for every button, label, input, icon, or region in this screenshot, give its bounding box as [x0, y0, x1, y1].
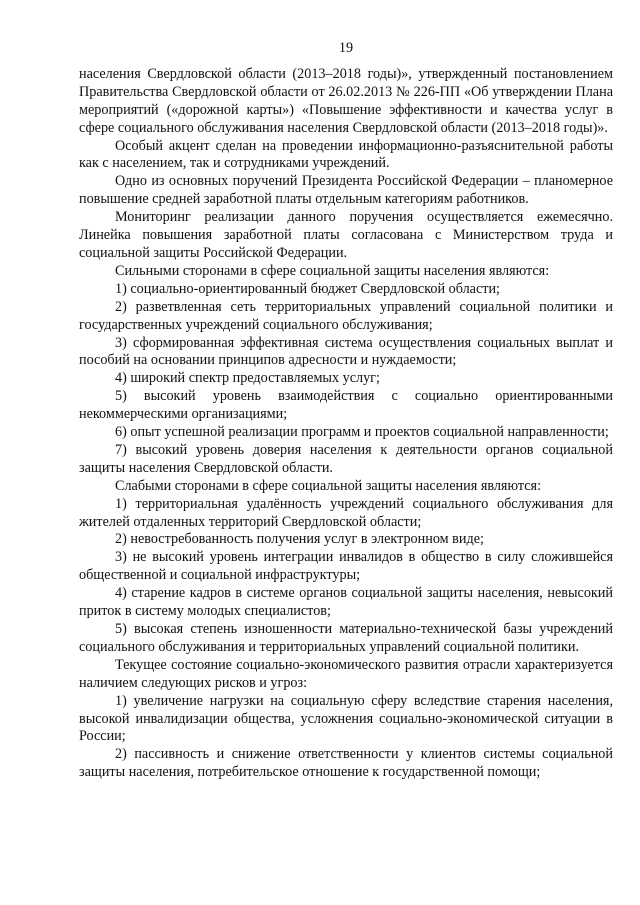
paragraph: Мониторинг реализации данного поручения осуществляется ежемесячно. Линейка повышения заработной платы согласована с Министерством труда и социальной защиты Российской Федерации. [79, 209, 613, 261]
paragraph: Одно из основных поручений Президента Российской Федерации – планомерное повышение средней заработной платы отдельным категориям работников. [79, 173, 613, 208]
paragraph: 3) сформированная эффективная система осуществления социальных выплат и пособий на основании принципов адресности и нуждаемости; [79, 334, 613, 369]
paragraph: 3) не высокий уровень интеграции инвалидов в общество в силу сложившейся общественной и социальной инфраструктуры; [79, 549, 613, 584]
paragraph: 2) невостребованность получения услуг в электронном виде; [115, 531, 484, 548]
page-number: 19 [338, 40, 354, 56]
paragraph: 6) опыт успешной реализации программ и проектов социальной направленности; [115, 424, 609, 441]
paragraph: Особый акцент сделан на проведении информационно-разъяснительной работы как с населением, так и сотрудниками учреждений. [79, 137, 613, 172]
paragraph: Слабыми сторонами в сфере социальной защиты населения являются: [115, 477, 542, 494]
paragraph: 2) разветвленная сеть территориальных управлений социальной политики и государственных учреждений социального обслуживания; [79, 298, 613, 333]
paragraph: 2) пассивность и снижение ответственности у клиентов системы социальной защиты населения, потребительское отношение к государственной помощи; [79, 746, 613, 781]
paragraph: 4) широкий спектр предоставляемых услуг; [115, 370, 380, 387]
document-page [79, 40, 613, 782]
paragraph: 4) старение кадров в системе органов социальной защиты населения, невысокий приток в систему молодых специалистов; [79, 585, 613, 620]
paragraph: Сильными сторонами в сфере социальной защиты населения являются: [115, 262, 550, 279]
paragraph: 1) территориальная удалённость учреждений социального обслуживания для жителей отдаленных территорий Свердловской области; [79, 495, 613, 530]
paragraph: населения Свердловской области (2013–2018 годы)», утвержденный постановлением Правительства Свердловской области от 26.02.2013 № 226-ПП «Об утверждении Плана мероприятий («дорожной карты») «Повышение эффективности и качества услуг в сфере социального обслуживания населения Свердловской области (2013–2018 годы)». [79, 65, 613, 136]
paragraph: 1) увеличение нагрузки на социальную сферу вследствие старения населения, высокой инвалидизации общества, усложнения социально-экономической ситуации в России; [79, 692, 613, 745]
paragraph: 7) высокий уровень доверия населения к деятельности органов социальной защиты населения Свердловской области. [79, 441, 613, 476]
paragraph: 1) социально-ориентированный бюджет Свердловской области; [115, 280, 500, 297]
body-text [79, 66, 613, 782]
paragraph: 5) высокий уровень взаимодействия с социально ориентированными некоммерческими организациями; [79, 388, 613, 423]
paragraph: Текущее состояние социально-экономического развития отрасли характеризуется наличием следующих рисков и угроз: [79, 656, 613, 691]
paragraph: 5) высокая степень изношенности материально-технической базы учреждений социального обслуживания и территориальных управлений социальной политики. [79, 621, 613, 655]
